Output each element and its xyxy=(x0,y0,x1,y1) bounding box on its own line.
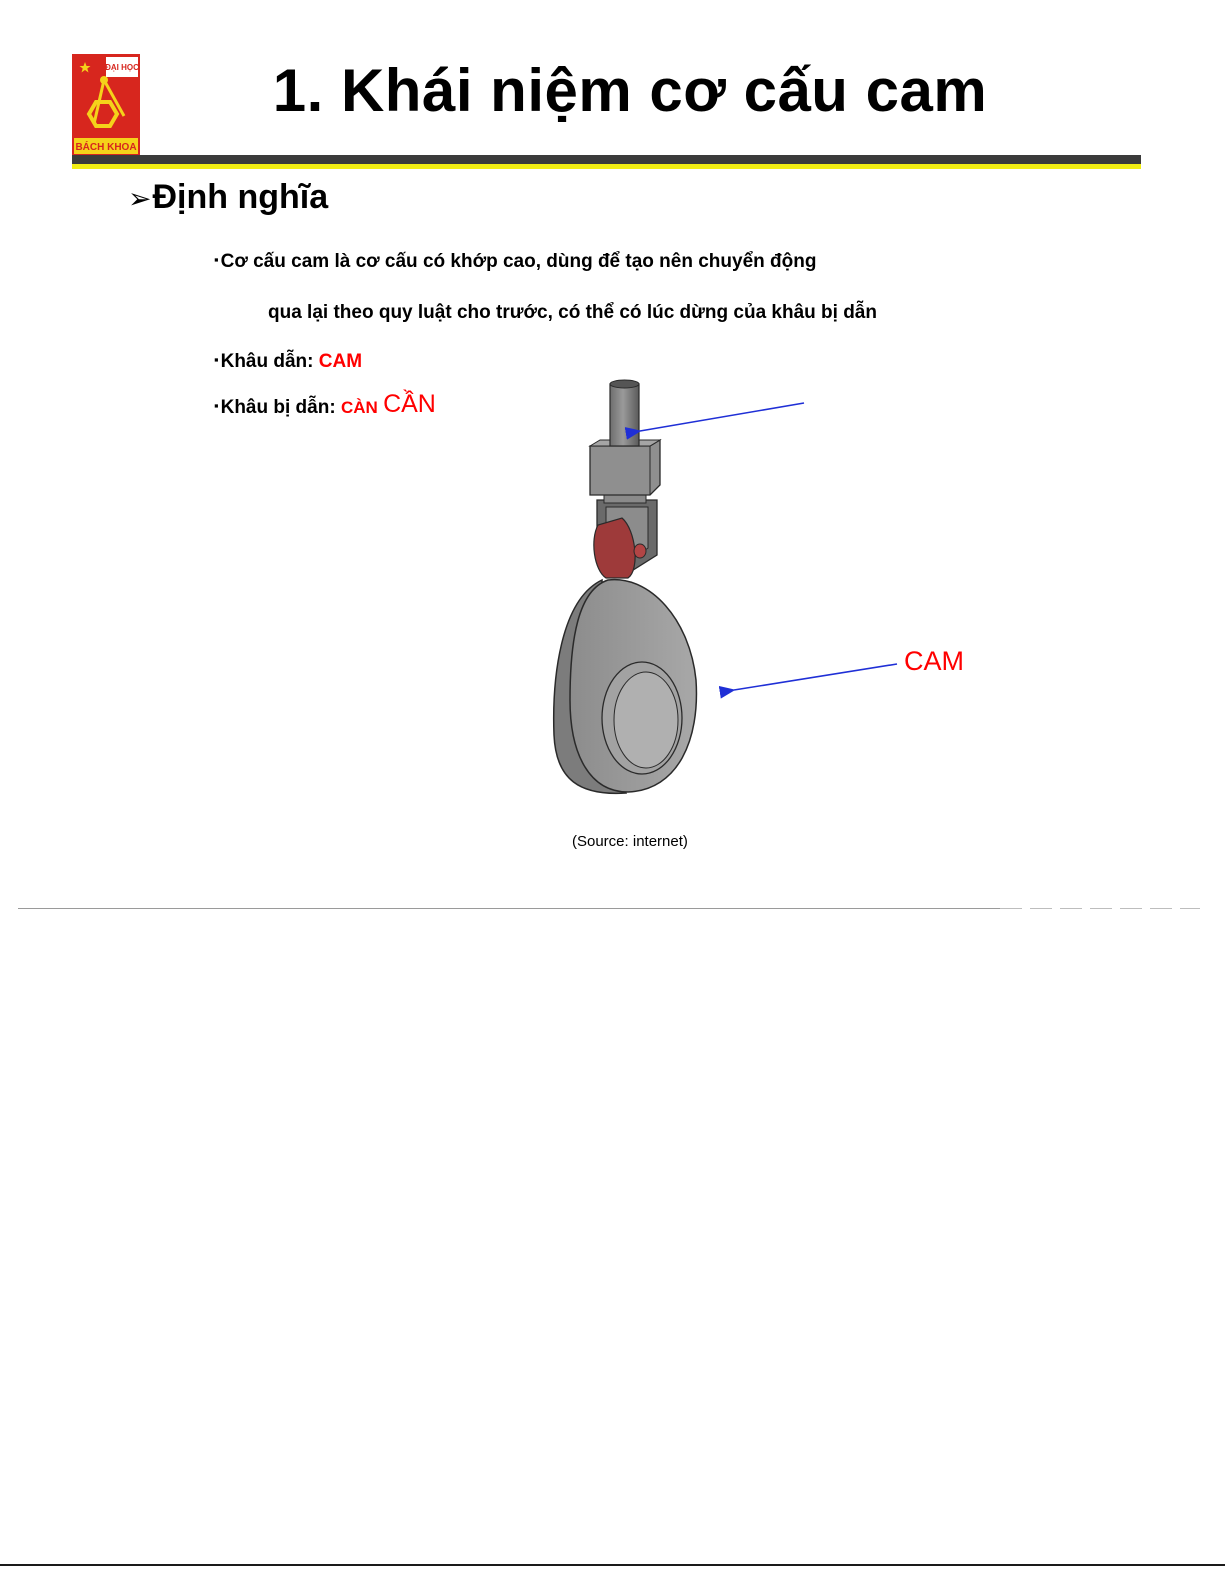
follower-link-line xyxy=(214,390,436,419)
cam-figure-label: CAM xyxy=(904,646,964,676)
leader-link-line xyxy=(214,351,362,373)
header-bar-dark xyxy=(72,155,1141,164)
square-bullet-icon: ▪ xyxy=(214,398,219,413)
follower-pointer-arrow xyxy=(640,403,804,431)
definition-line-2: qua lại theo quy luật cho trước, có thể có lúc dừng của khâu bị dẫn xyxy=(268,302,877,323)
leader-value: CAM xyxy=(318,351,363,372)
definition-line-1 xyxy=(214,251,816,273)
slide-separator-line xyxy=(18,908,1000,909)
logo-bottom-text: BÁCH KHOA xyxy=(75,142,137,153)
section-heading-text: Định nghĩa xyxy=(152,178,329,216)
university-logo xyxy=(72,54,140,156)
definition-text-1: Cơ cấu cam là cơ cấu có khớp cao, dùng để tạo nên chuyển động xyxy=(220,251,817,272)
square-bullet-icon: ▪ xyxy=(214,352,219,367)
cam-pointer-arrow xyxy=(734,664,897,690)
slide-separator-dashes xyxy=(1000,908,1200,909)
slide-title: 1. Khái niệm cơ cấu cam xyxy=(272,57,988,124)
square-bullet-icon: ▪ xyxy=(214,252,219,267)
logo-emblem xyxy=(72,54,140,156)
follower-value-large: CẦN xyxy=(383,390,436,418)
logo-top-text: ĐẠI HỌC xyxy=(105,63,139,72)
cam-mechanism-figure xyxy=(540,375,980,805)
leader-label: Khâu dẫn: xyxy=(220,351,319,372)
source-caption: (Source: internet) xyxy=(572,833,688,850)
page-bottom-line xyxy=(0,1564,1225,1566)
follower-value-small: CÀN xyxy=(340,398,378,417)
arrow-bullet-icon: ➢ xyxy=(128,183,152,214)
cam-mechanism-illustration xyxy=(540,375,980,805)
section-heading xyxy=(128,178,328,217)
follower-label: Khâu bị dẫn: xyxy=(220,397,341,418)
header-bar-yellow xyxy=(72,164,1141,169)
